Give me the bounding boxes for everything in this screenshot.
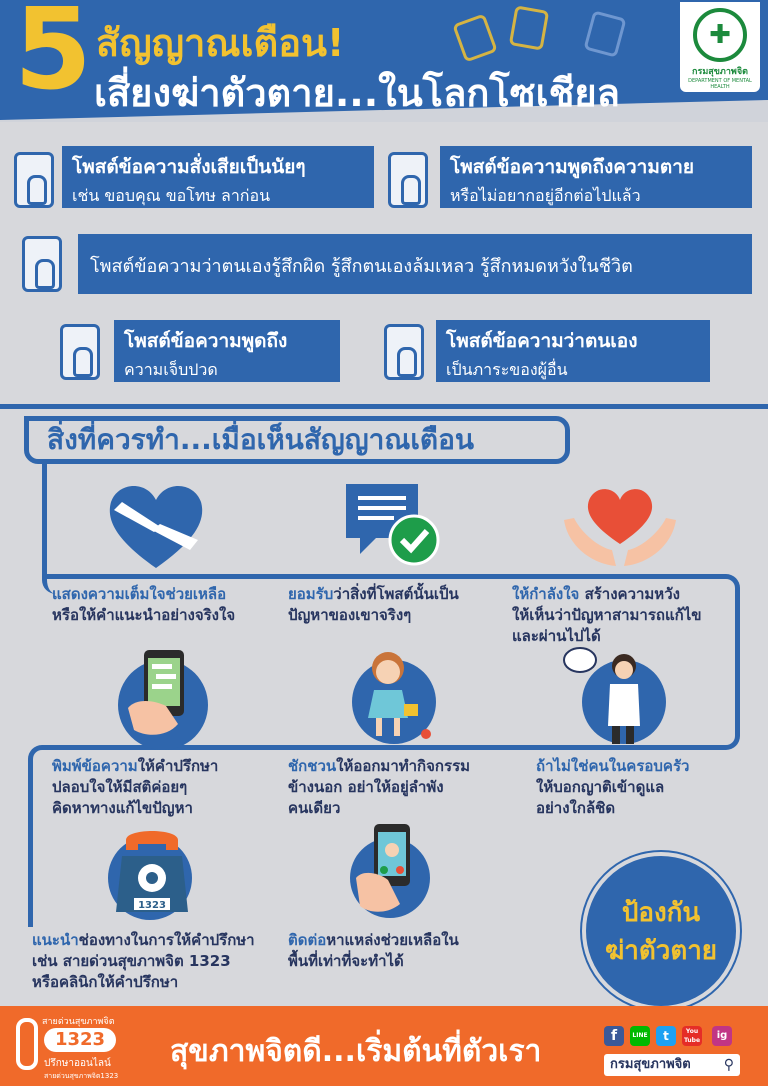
action-rest: สร้างความหวัง xyxy=(579,585,680,603)
hotline-label: สายด่วนสุขภาพจิต xyxy=(42,1017,115,1027)
sign-subtext: ความเจ็บปวด xyxy=(124,360,218,379)
handset-icon xyxy=(16,1018,38,1070)
sign-subtext: เช่น ขอบคุณ ขอโทษ ลาก่อน xyxy=(72,186,271,205)
heart-in-hands-icon xyxy=(560,480,680,570)
phone-call-icon xyxy=(352,822,432,918)
sign-text: โพสต์ข้อความว่าตนเอง xyxy=(446,330,638,352)
sign-box-1 xyxy=(62,146,374,208)
action-lead: ชักชวน xyxy=(288,757,337,775)
footer-bar xyxy=(0,1006,768,1086)
action-caption xyxy=(536,756,689,819)
hotline-number[interactable]: 1323 xyxy=(44,1028,116,1052)
sign-text: โพสต์ข้อความพูดถึง xyxy=(124,330,288,352)
header-title-line1: สัญญาณเตือน! xyxy=(96,21,345,65)
action-line2: หรือให้คำแนะนำอย่างจริงใจ xyxy=(52,606,236,624)
phone-touch-icon xyxy=(14,152,54,208)
action-lead: ให้กำลังใจ xyxy=(512,585,580,603)
sign-subtext: หรือไม่อยากอยู่อีกต่อไปแล้ว xyxy=(450,186,641,205)
header-banner xyxy=(0,0,768,122)
action-lead: แนะนำ xyxy=(32,931,79,949)
action-line2: ปัญหาของเขาจริงๆ xyxy=(288,606,412,624)
sign-box-4 xyxy=(114,320,340,382)
action-lead: พิมพ์ข้อความ xyxy=(52,757,138,775)
action-caption xyxy=(288,756,470,819)
search-icon[interactable]: ⚲ xyxy=(723,1057,734,1073)
phone-touch-icon xyxy=(388,152,428,208)
action-rest: ให้คำปรึกษา xyxy=(137,757,219,775)
action-caption xyxy=(52,756,218,819)
action-line2: พื้นที่เท่าที่จะทำได้ xyxy=(288,952,404,970)
sign-box-5 xyxy=(436,320,710,382)
action-line3: อย่างใกล้ชิด xyxy=(536,799,616,817)
ministry-logo xyxy=(680,2,760,92)
instagram-icon[interactable]: ig xyxy=(712,1026,732,1046)
action-caption xyxy=(32,930,255,993)
logo-text-en: DEPARTMENT OF MENTAL HEALTH xyxy=(688,78,752,90)
action-rest: หาแหล่งช่วยเหลือใน xyxy=(326,931,459,949)
sign-subtext: เป็นภาระของผู้อื่น xyxy=(446,360,568,379)
action-line3: และผ่านไปได้ xyxy=(512,627,601,645)
section-divider xyxy=(0,404,768,409)
prevention-badge xyxy=(582,852,740,1010)
online-label: ปรึกษาออนไลน์ xyxy=(44,1058,111,1069)
action-caption xyxy=(288,584,459,626)
heart-hands-icon xyxy=(106,480,206,570)
youtube-icon[interactable]: You Tube xyxy=(683,1028,701,1044)
action-line2: เช่น สายด่วนสุขภาพจิต 1323 xyxy=(32,952,231,970)
facebook-label[interactable]: สายด่วนสุขภาพจิต1323 xyxy=(44,1072,119,1080)
action-line3: คนเดียว xyxy=(288,799,341,817)
phone-number-label: 1323 xyxy=(138,900,166,911)
document-check-icon xyxy=(340,480,444,568)
action-lead: แสดงความเต็มใจช่วยเหลือ xyxy=(52,585,227,603)
action-caption xyxy=(288,930,459,972)
action-line2: ให้เห็นว่าปัญหาสามารถแก้ไข xyxy=(512,606,702,624)
badge-line1: ป้องกัน xyxy=(621,898,701,928)
phone-deco-icon xyxy=(509,5,549,50)
action-rest: ช่องทางในการให้คำปรึกษา xyxy=(78,931,255,949)
telephone-hotline-icon xyxy=(110,820,194,920)
phone-deco-icon xyxy=(583,10,626,57)
action-rest: ให้ออกมาทำกิจกรรม xyxy=(336,757,471,775)
line-icon[interactable]: LINE xyxy=(630,1026,650,1046)
facebook-icon[interactable]: f xyxy=(604,1026,624,1046)
sign-box-3 xyxy=(78,234,752,294)
action-lead: ติดต่อ xyxy=(288,931,327,949)
action-lead: ยอมรับ xyxy=(288,585,334,603)
twitter-icon[interactable]: t xyxy=(656,1026,676,1046)
typing-phone-icon xyxy=(124,648,204,740)
action-caption xyxy=(52,584,235,626)
phone-touch-icon xyxy=(22,236,62,292)
logo-text-th: กรมสุขภาพจิต xyxy=(692,67,748,77)
header-number: 5 xyxy=(14,0,92,115)
action-caption xyxy=(512,584,702,647)
section-title: สิ่งที่ควรทำ...เมื่อเห็นสัญญาณเตือน xyxy=(24,416,570,464)
search-text: กรมสุขภาพจิต xyxy=(610,1057,691,1072)
phone-touch-icon xyxy=(384,324,424,380)
search-box[interactable] xyxy=(604,1054,740,1076)
logo-emblem-icon: ✚ xyxy=(693,8,747,62)
action-line2: ข้างนอก อย่าให้อยู่ลำพัง xyxy=(288,778,444,796)
action-line2: ปลอบใจให้มีสติค่อยๆ xyxy=(52,778,188,796)
action-lead: ถ้าไม่ใช่คนในครอบครัว xyxy=(536,757,690,775)
phone-touch-icon xyxy=(60,324,100,380)
footer-slogan: สุขภาพจิตดี...เริ่มต้นที่ตัวเรา xyxy=(170,1034,542,1069)
phone-deco-icon xyxy=(452,13,498,62)
sign-text: โพสต์ข้อความสั่งเสียเป็นนัยๆ xyxy=(72,156,306,178)
action-line3: คิดหาทางแก้ไขปัญหา xyxy=(52,799,193,817)
header-title-line2: เสี่ยงฆ่าตัวตาย...ในโลกโซเชียล xyxy=(94,71,620,115)
badge-line2: ฆ่าตัวตาย xyxy=(604,936,718,966)
sign-box-2 xyxy=(440,146,752,208)
action-line3: หรือคลินิกให้คำปรึกษา xyxy=(32,973,179,991)
sign-text: โพสต์ข้อความว่าตนเองรู้สึกผิด รู้สึกตนเองล้มเหลว รู้สึกหมดหวังในชีวิต xyxy=(90,256,633,277)
action-line2: ให้บอกญาติเข้าดูแล xyxy=(536,778,665,796)
action-rest: ว่าสิ่งที่โพสต์นั้นเป็น xyxy=(333,585,459,603)
sign-text: โพสต์ข้อความพูดถึงความตาย xyxy=(450,156,694,178)
girl-watering-icon xyxy=(356,646,440,746)
woman-speech-icon xyxy=(560,646,670,746)
